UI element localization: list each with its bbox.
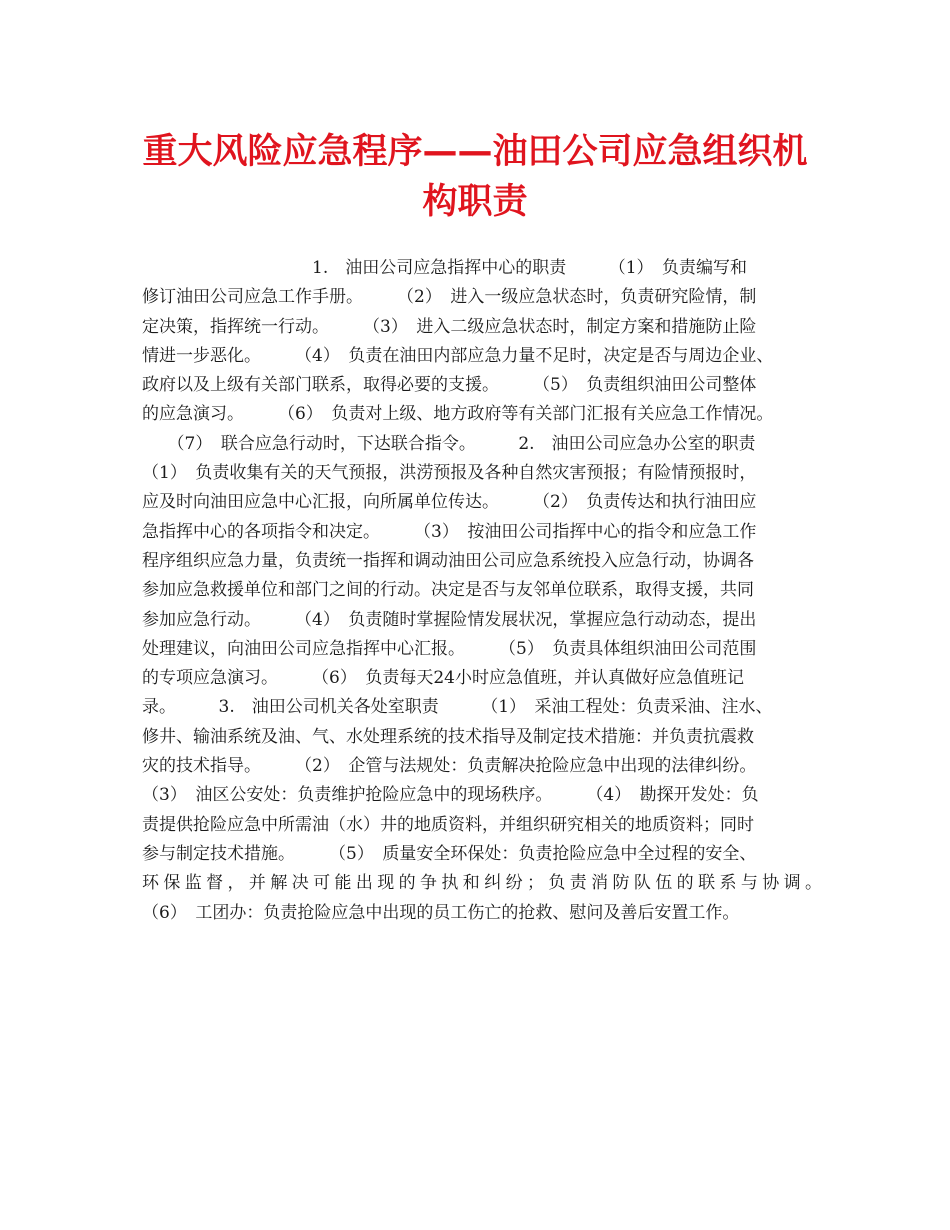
body-line: 政府以及上级有关部门联系，取得必要的支援。 （5） 负责组织油田公司整体 xyxy=(142,375,757,396)
body-line: 的专项应急演习。 （6） 负责每天24小时应急值班，并认真做好应急值班记 xyxy=(142,668,744,689)
body-line: 应及时向油田应急中心汇报，向所属单位传达。 （2） 负责传达和执行油田应 xyxy=(142,492,757,513)
body-line: 修订油田公司应急工作手册。 （2） 进入一级应急状态时，负责研究险情，制 xyxy=(142,287,757,308)
body-line: 参与制定技术措施。 （5） 质量安全环保处：负责抢险应急中全过程的安全、 xyxy=(142,843,757,864)
document-title xyxy=(110,127,840,227)
body-line: （6） 工团办：负责抢险应急中出现的员工伤亡的抢救、慰问及善后安置工作。 xyxy=(142,902,740,923)
body-line: 灾的技术指导。 （2） 企管与法规处：负责解决抢险应急中出现的法律纠纷。 xyxy=(142,756,757,777)
body-line: 处理建议，向油田公司应急指挥中心汇报。 （5） 负责具体组织油田公司范围 xyxy=(142,638,757,659)
body-line: 程序组织应急力量，负责统一指挥和调动油田公司应急系统投入应急行动，协调各 xyxy=(142,550,754,571)
title-line-1: 重大风险应急程序——油田公司应急组织机 xyxy=(142,132,808,172)
document-body xyxy=(142,254,822,928)
body-line: 定决策，指挥统一行动。 （3） 进入二级应急状态时，制定方案和措施防止险 xyxy=(142,316,757,337)
body-line: 参加应急行动。 （4） 负责随时掌握险情发展状况，掌握应急行动动态，提出 xyxy=(142,609,757,630)
body-line: 的应急演习。 （6） 负责对上级、地方政府等有关部门汇报有关应急工作情况。 xyxy=(142,404,774,425)
body-line: 修井、输油系统及油、气、水处理系统的技术指导及制定技术措施：并负责抗震救 xyxy=(142,726,754,747)
body-line: 参加应急救援单位和部门之间的行动。决定是否与友邻单位联系，取得支援，共同 xyxy=(142,580,754,601)
body-line: 急指挥中心的各项指令和决定。 （3） 按油田公司指挥中心的指令和应急工作 xyxy=(142,521,757,542)
body-line: （3） 油区公安处：负责维护抢险应急中的现场秩序。 （4） 勘探开发处：负 xyxy=(142,785,759,806)
body-line: （1） 负责收集有关的天气预报，洪涝预报及各种自然灾害预报；有险情预报时， xyxy=(142,463,757,484)
body-line: 1. 油田公司应急指挥中心的职责 （1） 负责编写和 xyxy=(142,258,748,278)
body-line: 情进一步恶化。 （4） 负责在油田内部应急力量不足时，决定是否与周边企业、 xyxy=(142,345,774,366)
body-line: 录。 3. 油田公司机关各处室职责 （1） 采油工程处：负责采油、注水、 xyxy=(142,697,773,718)
body-line: 环保监督，并解决可能出现的争执和纠纷；负责消防队伍的联系与协调。 xyxy=(142,873,822,894)
title-line-2: 构职责 xyxy=(422,182,528,222)
body-line: （7） 联合应急行动时，下达联合指令。 2. 油田公司应急办公室的职责 xyxy=(142,433,756,454)
body-line: 责提供抢险应急中所需油（水）井的地质资料，并组织研究相关的地质资料；同时 xyxy=(142,814,754,835)
